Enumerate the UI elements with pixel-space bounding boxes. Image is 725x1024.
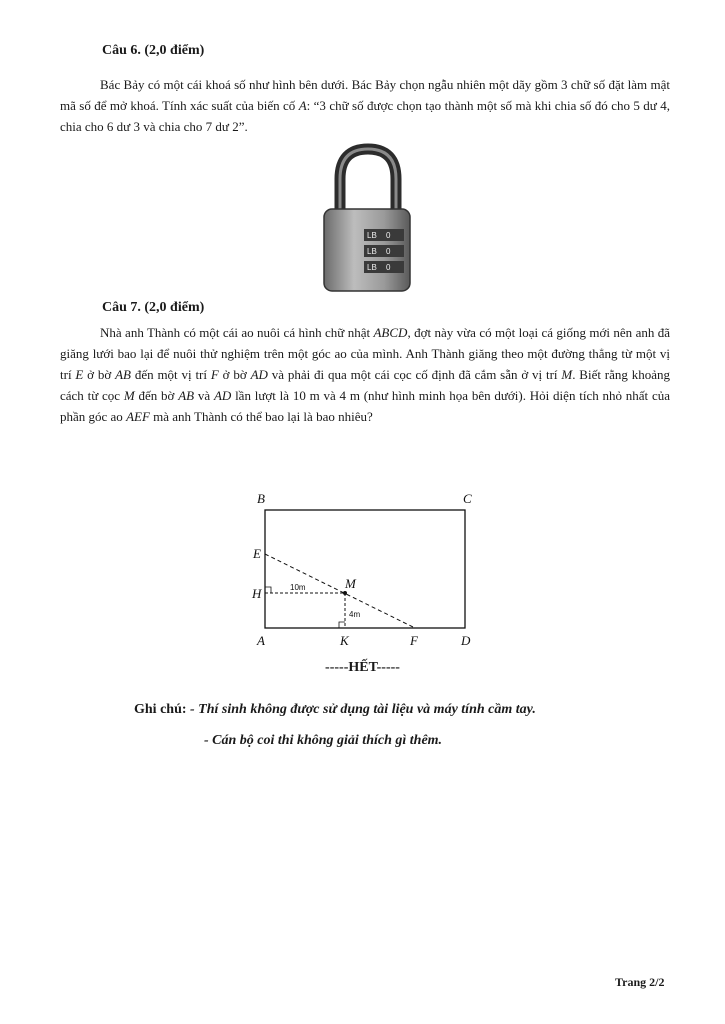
label-10m: 10m (290, 583, 306, 592)
padlock-shackle (340, 149, 396, 211)
note-line-2: - Cán bộ coi thi không giải thích gì thêm. (204, 733, 443, 748)
padlock-image (318, 143, 414, 293)
note-line-1: Ghi chú: - Thí sinh không được sử dụng tài liệu và máy tính cầm tay. (134, 702, 536, 717)
point-m (343, 591, 347, 595)
right-angle-h (265, 587, 271, 593)
label-e: E (253, 546, 261, 561)
dial-label-3: LB (367, 263, 377, 272)
label-a: A (257, 633, 265, 648)
label-h: H (252, 586, 262, 601)
pond-diagram (245, 488, 485, 653)
dial-digit-1: 0 (386, 231, 391, 240)
padlock-dials (364, 229, 404, 273)
line-ef (265, 554, 415, 628)
label-b: B (257, 491, 265, 506)
label-4m: 4m (349, 610, 361, 619)
dial-label-2: LB (367, 247, 377, 256)
page-number: Trang 2/2 (615, 975, 665, 989)
rectangle-abcd (265, 510, 465, 628)
question-6-text: Bác Bảy có một cái khoá số như hình bên dưới. Bác Bảy chọn ngẫu nhiên một dãy gồm 3 chữ số đặt làm mật mã số để mở khoá. Tính xác suất của biến cố A: “3 chữ số được chọn tạo thành một số mà khi chia số đó cho 5 dư 4, chia cho 6 dư 3 và chia cho 7 dư 2”. (60, 77, 670, 134)
question-7-text: Nhà anh Thành có một cái ao nuôi cá hình chữ nhật ABCD, đợt này vừa có một loại cá giống mới nên anh đã giăng lưới bao lại để nuôi thử nghiệm trên một góc ao của mình. Anh Thành giăng theo một đường thẳng từ một vị trí E ở bờ AB đến một vị trí F ở bờ AD và phải đi qua một cái cọc cố định đã cắm sẵn ở vị trí M. Biết rằng khoảng cách từ cọc M đến bờ AB và AD lần lượt là 10 m và 4 m (như hình minh họa bên dưới). Hỏi diện tích nhỏ nhất của phần góc ao AEF mà anh Thành có thể bao lại là bao nhiêu? (60, 325, 671, 424)
label-m: M (345, 576, 356, 591)
right-angle-k (339, 622, 345, 628)
question-6-title: Câu 6. (2,0 điểm) (102, 43, 205, 58)
question-7-title: Câu 7. (2,0 điểm) (102, 300, 205, 315)
label-f: F (410, 633, 418, 648)
dial-label-1: LB (367, 231, 377, 240)
end-marker: -----HẾT----- (325, 660, 400, 675)
dial-digit-2: 0 (386, 247, 391, 256)
label-d: D (461, 633, 471, 648)
dial-digit-3: 0 (386, 263, 391, 272)
label-c: C (463, 491, 472, 506)
label-k: K (340, 633, 349, 648)
